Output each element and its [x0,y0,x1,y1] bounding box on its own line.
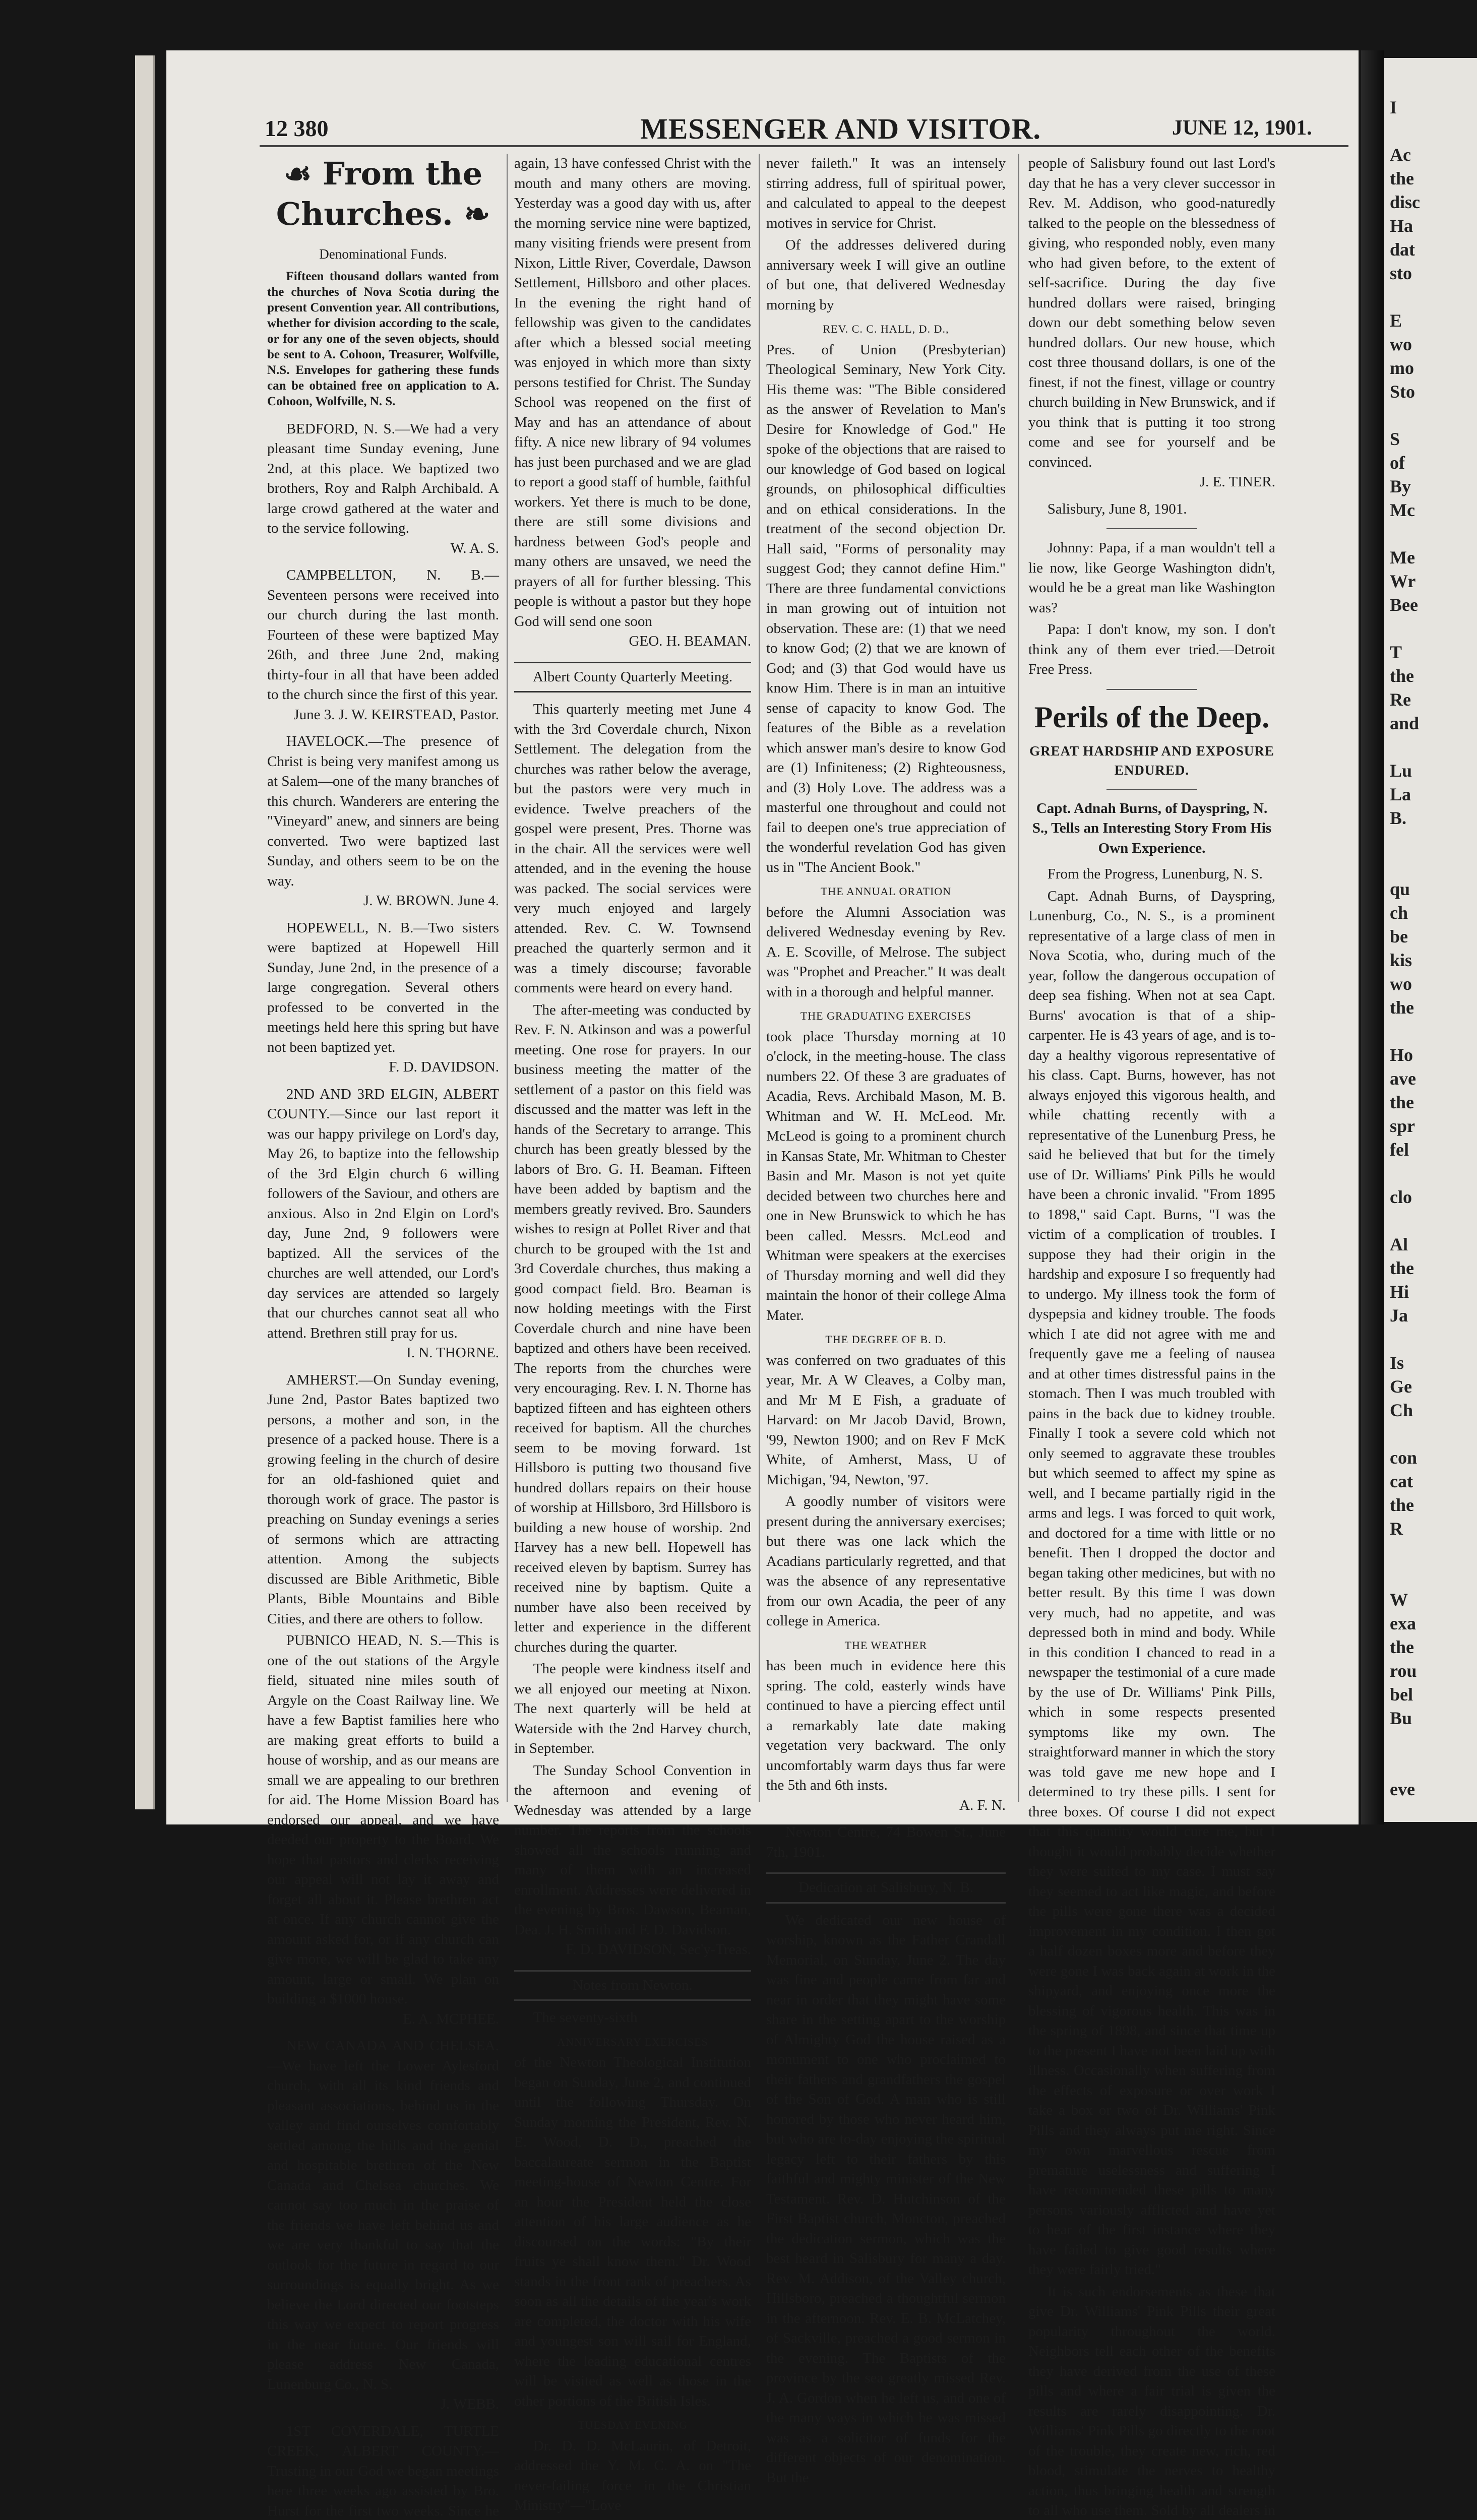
fragment-line: the [1384,167,1477,191]
article-text: Newton Centre, 74 Bowen St., June 7th, 1901. [766,1822,1006,1862]
fragment-line [1384,1754,1477,1778]
article-text: CAMPBELLTON, N. B.—Seventeen persons were received into our church during the last month. Fourteen of these were baptized May 26th, and three June 2nd, making thirty-four in all that have been added to the church since the first of this year. [267,565,499,705]
article-text: Johnny: Papa, if a man wouldn't tell a lie now, like George Washington didn't, would he be a great man like Washington was? [1028,538,1275,618]
fragment-line [1384,1020,1477,1043]
article-text: A goodly number of visitors were present during the anniversary exercises; but there was one lack which the Acadians particularly regretted, and that was the absence of any representative from our own Acadia, the peer of any college in America. [766,1492,1006,1631]
column-2 [514,154,751,1802]
fragment-line: qu [1384,877,1477,901]
fragment-line [1384,285,1477,309]
fragment-line [1384,830,1477,854]
article-deck: Capt. Adnah Burns, of Dayspring, N. S., Tells an Interesting Story From His Own Experience. [1028,799,1275,859]
article-text: Papa: I don't know, my son. I don't think any of them ever tried.—Detroit Free Press. [1028,620,1275,680]
fragment-line: the [1384,1091,1477,1114]
signature: J. W. BROWN. June 4. [267,891,499,911]
fragment-line: con [1384,1446,1477,1470]
fragment-line: fel [1384,1138,1477,1162]
signature: F. D. DAVIDSON, Sec'y-Treas. [514,1940,751,1960]
article-text: again, 13 have confessed Christ with the mouth and many others are moving. Yesterday was a good day with us, after the morning service nine were baptized, many visiting friends were present from Nixon, Little River, Coverdale, Dawson Settlement, Hillsboro and other places. In the evening the right hand of fellowship was given to the candidates after which a blessed social meeting was enjoyed in which more than sixty persons testified for Christ. The Sunday School was reopened on the first of May and has an attendance of about fifty. A nice new library of 94 volumes has just been purchased and we are glad to report a good staff of humble, faithful workers. Yet there is much to be done, there are still some divisions and hardness between God's people and many others are unsaved, we need the prayers of all for further blessing. This people is without a pastor but they hope God will send one soon [514,154,751,632]
article-text: PUBNICO HEAD, N. S.—This is one of the out stations of the Argyle field, situated nine miles south of Argyle on the Coast Railway line. We have a few Baptist families here who are making great efforts to build a house of worship, and as our means are small we are appealing to our brethren for aid. The Home Mission Board has endorsed our appeal, and we have deeded our property to the Board. We hope that pastors and clerks receiving our appeal will not lay it away and forget all about it. Please brethren act at once. If any church cannot give the amount asked for, or if any church can give more, we will be glad to take any amount, large or small. We plan on building a $1000 house. [267,1631,499,2009]
fragment-line [1384,404,1477,427]
section-subhead: TUESDAY EVENING [514,2415,751,2435]
article-text: 1ST COVERDALE, TURTLE CREEK, ALBERT COUNTY.—Trusting in our God we began meetings here three weeks ago assisted by Bro. Hurst for the first two weeks. Since he [267,2422,499,2520]
article-text: 2ND AND 3RD ELGIN, ALBERT COUNTY.—Since our last report it was our happy privilege on Lord's day, May 26, to baptize into the fellowship of the 3rd Elgin church 6 willing followers of the Saviour, and others are anxious. Also in 2nd Elgin on Lord's day, June 2nd, 9 followers were baptized. All the services of the churches are well attended, our Lord's day services are attended so largely that our churches cannot seat all who attend. Brethren still pray for us. [267,1085,499,1344]
fragment-line: the [1384,1256,1477,1280]
fragment-line: mo [1384,356,1477,380]
article-title: Dedication at Salisbury, N. B. [766,1872,1006,1904]
fragment-line: Bu [1384,1707,1477,1730]
article-text: has been much in evidence here this spring. The cold, easterly winds have continued to have a piercing effect until a remarkably late date making vegetation very backward. The only uncomfortably warm days thus far were the 5th and 6th insts. [766,1656,1006,1796]
article-text: From the Progress, Lunenburg, N. S. [1028,864,1275,885]
fragment-line: B. [1384,806,1477,830]
article-text: BEDFORD, N. S.—We had a very pleasant time Sunday evening, June 2nd, at this place. We baptized two brothers, Roy and Ralph Archibald. A large crowd gathered at the water and to the service following. [267,419,499,539]
fragment-line: cat [1384,1470,1477,1493]
fragment-line [1384,1162,1477,1185]
fragment-line: Re [1384,688,1477,712]
article-headline: Perils of the Deep. [1028,699,1275,735]
fragment-line: sto [1384,262,1477,285]
divider [1106,689,1197,690]
fragment-line: rou [1384,1659,1477,1683]
article-text: The seventy-sixth [514,2008,751,2028]
fragment-line: clo [1384,1185,1477,1209]
signature: A. F. N. [766,1796,1006,1816]
page-header [166,50,1359,139]
fragment-line: Ac [1384,143,1477,167]
fragment-line: exa [1384,1612,1477,1635]
page-gutter [1361,50,1384,1824]
adjacent-page-text [1384,58,1477,1801]
funds-notice: Fifteen thousand dollars wanted from the churches of Nova Scotia during the present Convention year. All contributions, whether for division according to the scale, or for any one of the seven objects, should be sent to A. Cohoon, Treasurer, Wolfville, N.S. Envelopes for gathering these funds can be obtained free on application to A. Cohoon, Wolfville, N. S. [267,269,499,409]
fragment-line: By [1384,475,1477,498]
article-subheadline: GREAT HARDSHIP AND EXPOSURE ENDURED. [1028,741,1275,780]
fragment-line: be [1384,925,1477,949]
fragment-line: S [1384,427,1477,451]
fragment-line: Ho [1384,1043,1477,1067]
fragment-line: W [1384,1588,1477,1612]
fragment-line: the [1384,1493,1477,1517]
page-number: 12 380 [265,115,329,142]
article-text: took place Thursday morning at 10 o'clock, in the meeting-house. The class numbers 22. Of these 3 are graduates of Acadia, Revs. Archibald Mason, M. B. Whitman and W. H. McLeod. Mr. McLeod is going to a prominent church in Kansas State, Mr. Whitman to Chester Basin and Mr. Mason is not yet quite decided between two churches here and one in New Brunswick to which he has been called. Messrs. McLeod and Whitman were speakers at the exercises of Thursday morning and well did they maintain the honor of their college Alma Mater. [766,1027,1006,1326]
fragment-line: eve [1384,1778,1477,1801]
column-1 [267,154,499,1802]
fragment-line: E [1384,309,1477,333]
article-text: before the Alumni Association was delivered Wednesday evening by Rev. A. E. Scoville, of Melrose. The subject was "Prophet and Preacher." It was dealt with in a thorough and helpful manner. [766,903,1006,1002]
column-rule [759,154,760,1802]
article-text: HOPEWELL, N. B.—Two sisters were baptized at Hopewell Hill Sunday, June 2nd, in the presence of a large congregation. Several others professed to be converted in the meetings held here this spring but have not been baptized yet. [267,918,499,1058]
signature: J. WEBB. [267,2395,499,2415]
fragment-line: La [1384,783,1477,806]
fragment-line [1384,735,1477,759]
article-text: never faileth." It was an intensely stirring address, full of spiritual power, and calculated to appeal to the deepest motives in service for Christ. [766,154,1006,233]
article-text: Salisbury, June 8, 1901. [1028,499,1275,520]
masthead-title: MESSENGER AND VISITOR. [640,112,1041,146]
article-text: of the Newton Theological Institution began on Sunday, June 2, and continued until the following Thursday. On Sunday morning the President, Rev. N. E. Wood, D. D., preached the baccalaureate sermon in the Baptist meeting-house of Newton Centre. For an hour the President held the close attention of his large audience as he discoursed on the words: "By their fruits ye shall know them." Dr. Wood stands in the front rank of preachers. As soon as all the details of the year's work are completed, the doctor with his wife and youngest son will sail for England, where the leading educational centres will be visited as well as those in the other portions of the British Isles. [514,2053,751,2411]
fragment-line: Is [1384,1351,1477,1375]
column-rule [1018,154,1019,1802]
fragment-line: Ch [1384,1399,1477,1422]
fragment-line: Bee [1384,593,1477,617]
fragment-line: Ge [1384,1375,1477,1399]
article-text: NEW CANADA AND CHELSEA.—We have left the Lower Aylesford church, with all its kind friends and pleasant associations, behind us in the valley and find ourselves comfortably settled among the hills and the genial and hospitable brethren of the New Canada and Chelsea churches. We cannot say too much in the praise of the friends we have left behind us and we are very thankful to say that the outlook for the future in regard to our surroundings is equally bright. As we believe the Lord directed our footsteps this way we expect to report progress in the near future. Our friends will please address New Canada, Lunenburg Co., N. S. [267,2036,499,2395]
fragment-line: bel [1384,1683,1477,1707]
fragment-line: Mc [1384,498,1477,522]
signature: E. A. MCPHEE. [267,2009,499,2030]
signature: W. A. S. [267,539,499,559]
section-subhead: THE ANNUAL ORATION [766,881,1006,902]
fragment-line: Ha [1384,214,1477,238]
signature: F. D. DAVIDSON. [267,1057,499,1078]
fragment-line: the [1384,664,1477,688]
section-subhead: THE GRADUATING EXERCISES [766,1006,1006,1026]
left-page-edge [135,55,155,1809]
signature: I. N. THORNE. [267,1343,499,1363]
signature: June 3. J. W. KEIRSTEAD, Pastor. [267,705,499,725]
fragment-line: Me [1384,546,1477,570]
article-text: was conferred on two graduates of this year, Mr. A W Cleaves, a Colby man, and Mr M E Fish, a graduate of Harvard: on Mr Jacob David, Brown, '99, Newton 1900; and on Rev F McK White, of Amherst, Mass, U of Michigan, '94, Newton, '97. [766,1351,1006,1490]
section-subhead: THE DEGREE OF B. D. [766,1330,1006,1350]
fragment-line [1384,1422,1477,1446]
article-text: This quarterly meeting met June 4 with the 3rd Coverdale church, Nixon Settlement. The delegation from the churches was rather below the average, but the pastors were very much in evidence. Twelve preachers of the gospel were present, Pres. Thorne was in the chair. All the services were well attended, and in the evening the house was packed. The social services were very much enjoyed and largely attended. Rev. C. W. Townsend preached the quarterly sermon and it was a timely discourse; favorable comments were heard on every hand. [514,700,751,998]
article-text: It is such endorsements as these that give Dr. Williams' Pink Pills their great popularity throughout the world. Neighbors tell each other of the benefits they have derived from the use of these pills and where a fair trial is given the results are rarely disappointing. Dr. Williams' Pink Pills go directly to the root of the trouble, they create new, rich, red blood, stimulate the nerves to healthy action, thus bringing health and strength to all who use them. Sold by all dealers in [1028,2282,1275,2520]
fragment-line: the [1384,996,1477,1020]
fragment-line: disc [1384,191,1477,214]
signature: GEO. H. BEAMAN. [514,632,751,652]
article-text: AMHERST.—On Sunday evening, June 2nd, Pastor Bates baptized two persons, a mother and son, in the presence of a packed house. There is a growing feeling in the church of desire for an old-fashioned quiet and thorough work of grace. The pastor is preaching on Sunday evenings a series of sermons which are attracting attention. Among the subjects discussed are Bible Arithmetic, Bible Plants, Bible Mountains and Bible Cities, and there are others to follow. [267,1370,499,1629]
fragment-line: and [1384,712,1477,735]
signature: J. E. TINER. [1028,472,1275,492]
fragment-line: Sto [1384,380,1477,404]
issue-date: JUNE 12, 1901. [1172,116,1312,140]
fragment-line [1384,1730,1477,1754]
fragment-line: T [1384,641,1477,664]
fragment-line: Hi [1384,1280,1477,1304]
fragment-line: wo [1384,972,1477,996]
article-text: We dedicated our new house of worship, known as the Father Crandall Memorial, on Sunday, June 2. The day was fine and people came from far and near in order that they might have some share in the setting apart to the worship of Almighty God the house raised as a monument to one who proclaimed to their fathers and grandfathers the gospel of the Son of God. A man who is still honored by those who never heard him, but who are to-day enjoying the spiritual legacy left to their fathers by this faithful and mighty minister of the New Testament. Rev. D. Hutchinson of the First Baptist church, Moncton, preached the dedication sermon, which was the best heard in Salisbury for many a day. Rev. M. Addison, of the Valley church, Hillsboro, preached a thoughtful sermon in the afternoon. Rev. E. B. McLatchey, of Sackville, preached a good sermon in the evening. The Baptists of the province by the sea greatly missed Rev. J. A. Gordon when he left us, and one of the many ways in which he was missed was as a solicitor of funds for the different objects of our denomination. But the [766,1911,1006,2488]
section-subhead: ANNIVERSARY EXERCISES [514,2032,751,2052]
subhead: Denominational Funds. [267,244,499,265]
divider [1106,528,1197,529]
fragment-line [1384,522,1477,546]
article-text: Capt. Adnah Burns, of Dayspring, Lunenburg, Co., N. S., is a prominent representative of a large class of men in Nova Scotia, who, during much of the year, follow the dangerous occupation of deep sea fishing. When not at sea Capt. Burns' avocation is that of a ship-carpenter. He is 43 years of age, and is to-day a healthy vigorous representative of his class. Capt. Burns, however, has not always enjoyed this vigorous health, and while chatting recently with a representative of the Lunenburg Press, he said he believed that but for the timely use of Dr. Williams' Pink Pills he would have been a chronic invalid. "From 1895 to 1898," said Capt. Burns, "I was the victim of a complication of troubles. I suppose they had their origin in the hardship and exposure I so frequently had to undergo. My illness took the form of dyspepsia and kidney trouble. The foods which I ate did not agree with me and frequently gave me a feeling of nausea and at other times distressful pains in the stomach. Then I was much troubled with pains in the back due to kidney trouble. Finally I took a severe cold which not only seemed to aggravate these troubles but which seemed to affect my spine as well, and I became partially rigid in the arms and legs. I was forced to quit work, and doctored for a time with little or no benefit. Then I dropped the doctor and began taking other medicines, but with no better result. By this time I was down very much, had no appetite, and was depressed both in mind and body. While in this condition I chanced to read in a newspaper the testimonial of a cure made by the use of Dr. Williams' Pink Pills, which in some respects presented symptoms like my own. The straightforward manner in which the story was told gave me new hope and I determined to try these pills. I sent for three boxes. Of course I did not expect that this quantity would cure me, but I thought it would probably decide whether they were suited to my case. I must say they seemed to act like magic, and before the pills were gone there was a decided improvement in my condition. I then got a half dozen boxes more and before they were gone I was back again at work in the shipyard, and enjoying once more the blessing of vigorous health. This was in the spring of 1898, and since that time up to the present I have not been laid up with illness. Occasionally when suffering from the effects of exposure or over work I take a box or two of Dr. Williams' Pink Pills and they always put me right. Since my own marvellous rescue from premature uselessness and suffering I have recommended these pills to many persons variously afflicted and have yet to hear of the first instance where they have failed to give good results where they were fairly tried." [1028,887,1275,2280]
fragment-line: the [1384,1635,1477,1659]
section-headline: ☙ From the Churches. ❧ [267,154,499,234]
fragment-line: wo [1384,333,1477,356]
fragment-line [1384,1328,1477,1351]
newspaper-page [166,50,1359,1824]
fragment-line: Ja [1384,1304,1477,1328]
header-rule [260,145,1348,147]
article-text: Dr. D. D. McLaurin, of Detroit, addressed the Y. M. C. A. on "The never-failing force in the Christian Ministry"—"Love [514,2436,751,2516]
article-text: Of the addresses delivered during anniversary week I will give an outline of but one, that delivered Wednesday morning by [766,235,1006,315]
article-text: The after-meeting was conducted by Rev. F. N. Atkinson and was a powerful meeting. One rose for prayers. In our business meeting the matter of the settlement of a pastor on this field was discussed and the matter was left in the hands of the Secretary to arrange. This church has been greatly blessed by the labors of Bro. G. H. Beaman. Fifteen have been added by baptism and the members greatly revived. Bro. Saunders wishes to resign at Pollet River and that church to be grouped with the 1st and 3rd Coverdale churches, thus making a good compact field. Bro. Beaman is now holding meetings with the First Coverdale church and nine have been baptized and others have been received. The reports from the churches were very encouraging. Rev. I. N. Thorne has baptized fifteen and has eighteen others received for baptism. All the churches seem to be moving forward. 1st Hillsboro is putting two thousand five hundred dollars repairs on their house of worship at Hillsboro, 3rd Hillsboro is building a new house of worship. 2nd Harvey has a new bell. Hopewell has received eleven by baptism. Surrey has received nine by baptism. Quite a number have also been received by letter and experience in the different churches during the quarter. [514,1000,751,1658]
adjacent-page-fragment [1384,58,1477,1822]
fragment-line [1384,1541,1477,1564]
fragment-line: ch [1384,901,1477,925]
fragment-line [1384,1564,1477,1588]
fragment-line: Al [1384,1233,1477,1256]
divider [1106,789,1197,790]
column-3 [766,154,1006,1802]
article-title: Albert County Quarterly Meeting. [514,662,751,693]
fragment-line: Wr [1384,570,1477,593]
fragment-line: Lu [1384,759,1477,783]
column-4 [1028,154,1275,1802]
section-subhead: THE WEATHER [766,1635,1006,1656]
article-text: The Sunday School Convention in the afternoon and evening of Wednesday was attended by a large number. The reports from the schools showed all the schools running and many of them with an increased enrollment. Addresses were delivered in the evening by Bros. Dawson, Beaman, Dea. J. H. Smith and F. D. Davidson. [514,1761,751,1940]
article-text: people of Salisbury found out last Lord's day that he has a very clever successor in Rev. M. Addison, who good-naturedly talked to the people on the blessedness of giving, who responded nobly, even many who had given before, to the extent of self-sacrifice. During the day five hundred dollars were raised, bringing down our debt something below seven hundred dollars. Our new house, which cost three thousand dollars, is one of the finest, if not the finest, village or country church building in New Brunswick, and if you think that is putting it too strong come and see for yourself and be convinced. [1028,154,1275,472]
article-title: Notes from Newton. [514,1970,751,2001]
fragment-line [1384,119,1477,143]
section-subhead: REV. C. C. HALL, D. D., [766,319,1006,339]
article-text: The people were kindness itself and we all enjoyed our meeting at Nixon. The next quarterly will be held at Waterside with the 2nd Harvey church, in September. [514,1659,751,1759]
article-text: HAVELOCK.—The presence of Christ is being very manifest among us at Salem—one of the many branches of this church. Wanderers are entering the "Vineyard" anew, and sinners are being converted. Two were baptized last Sunday, and others seem to be on the way. [267,732,499,891]
fragment-line: spr [1384,1114,1477,1138]
article-text: Pres. of Union (Presbyterian) Theological Seminary, New York City. His theme was: "The Bible considered as the answer of Revelation to Man's Desire for Knowledge of God." He spoke of the objections that are raised to our knowledge of God based on logical grounds, on philosophical difficulties and on ethical considerations. In the treatment of the second objection Dr. Hall said, "Forms of personality may suggest God; they cannot define Him." There are three fundamental convictions in man growing out of intuition not observation. These are: (1) that we need to know God; (2) that we are known of God; and (3) that God would have us know Him. There is in man an intuitive sense of capacity to know God. The features of the Bible as a revelation which answer man's desire to know God are (1) Infiniteness; (2) Righteousness, and (3) Holy Love. The address was a masterful one throughout and could not fail to deepen one's true appreciation of the wonderful revelation God has given us in "The Ancient Book." [766,340,1006,878]
fragment-line [1384,854,1477,877]
fragment-line: I [1384,96,1477,119]
fragment-line: dat [1384,238,1477,262]
fragment-line [1384,617,1477,641]
fragment-line: ave [1384,1067,1477,1091]
fragment-line: R [1384,1517,1477,1541]
fragment-line [1384,1209,1477,1233]
fragment-line: kis [1384,949,1477,972]
column-rule [507,154,508,1802]
fragment-line: of [1384,451,1477,475]
